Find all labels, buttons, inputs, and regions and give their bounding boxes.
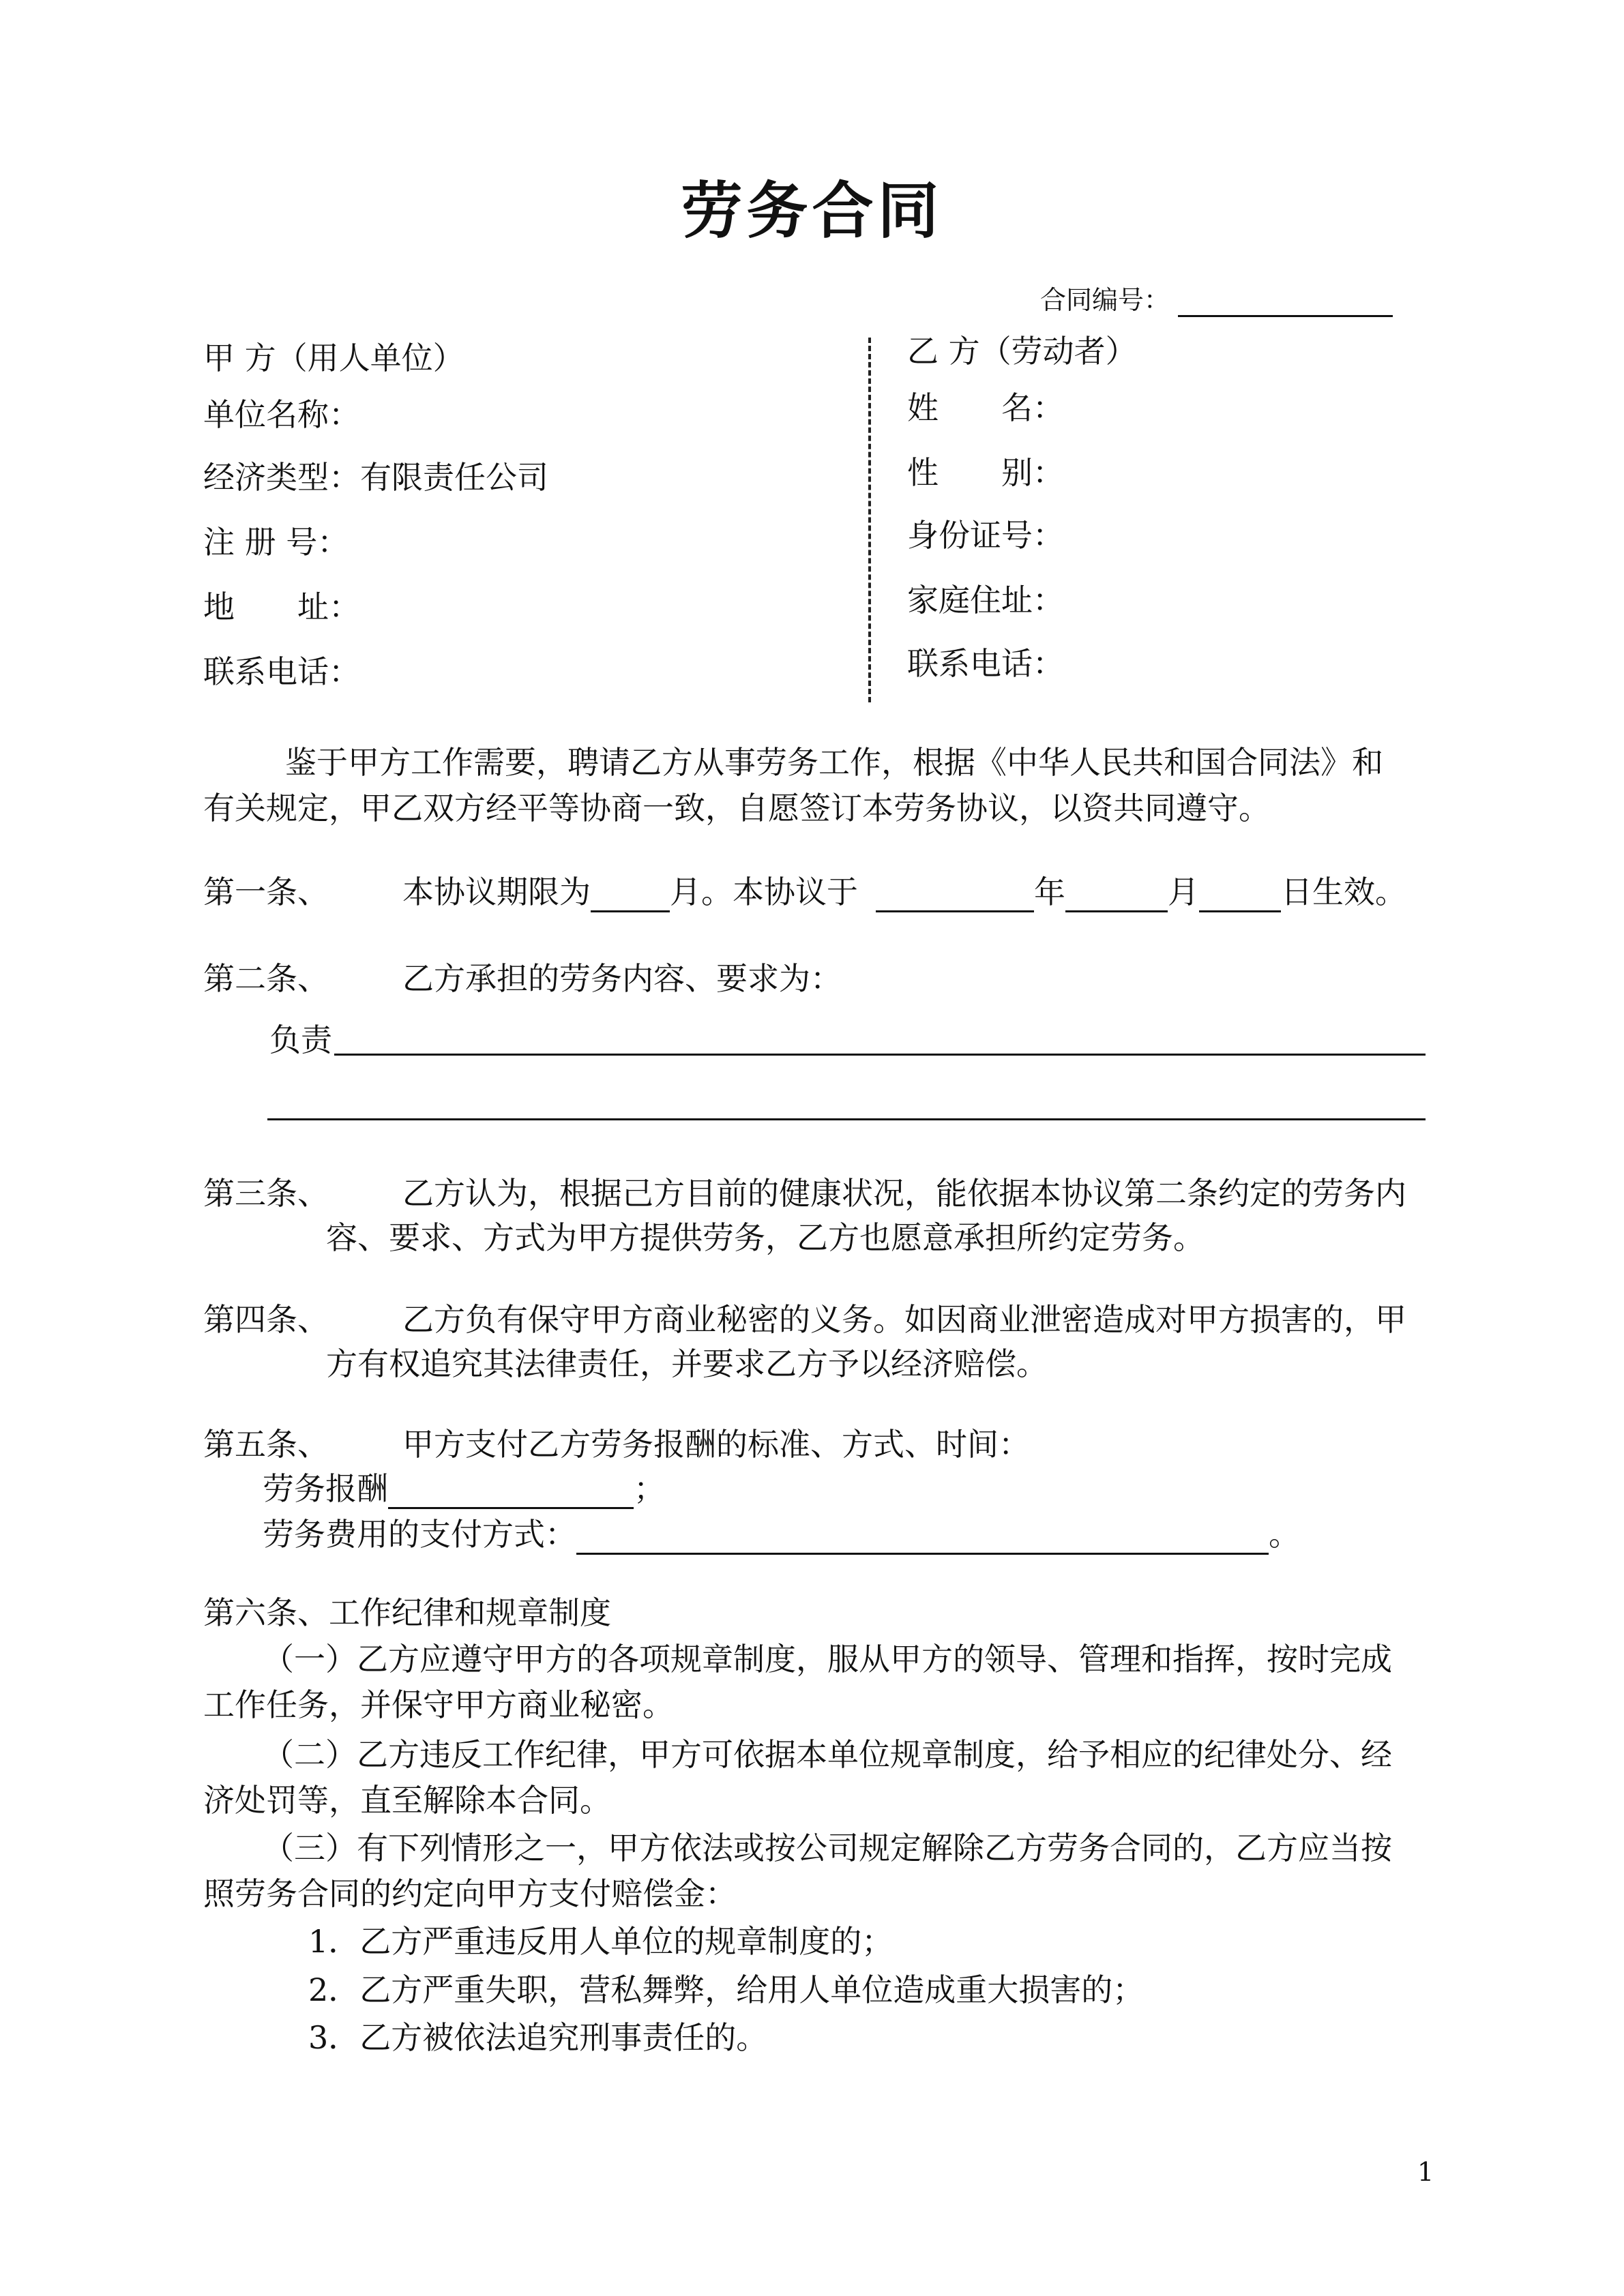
party-b-field-label: 联系电话：	[907, 645, 1064, 682]
pay-line	[263, 1468, 665, 1509]
article-1	[203, 871, 1406, 912]
article-text: 本协议期限为	[402, 874, 591, 910]
article-text: 乙方负有保守甲方商业秘密的义务。如因商业泄密造成对甲方损害的，甲	[402, 1301, 1406, 1338]
party-b-field-label: 身份证号：	[907, 517, 1064, 554]
party-a-field	[203, 586, 360, 627]
article-number: 第二条、	[203, 960, 329, 997]
pay-label: 劳务报酬	[263, 1470, 388, 1507]
party-b-field	[907, 643, 1064, 684]
list-item: 1．乙方严重违反用人单位的规章制度的；	[308, 1923, 894, 1960]
article-number: 第一条、	[203, 874, 329, 910]
party-b-field-label: 姓 名：	[907, 389, 1064, 426]
party-a-field	[203, 394, 360, 435]
pay-end: ；	[634, 1470, 665, 1507]
party-b-field-label: 性 别：	[907, 454, 1064, 491]
article-text: 月。本协议于	[670, 874, 858, 910]
party-b-field-label: 家庭住址：	[907, 582, 1064, 618]
payment-method-blank[interactable]	[576, 1521, 1269, 1555]
payment-method-line	[263, 1514, 1300, 1555]
payment-method-end: 。	[1269, 1516, 1300, 1553]
party-a-field	[203, 522, 349, 563]
article-6-line: （一）乙方应遵守甲方的各项规章制度，服从甲方的领导、管理和指挥，按时完成	[263, 1641, 1392, 1678]
article-6-line: （三）有下列情形之一，甲方依法或按公司规定解除乙方劳务合同的，乙方应当按	[263, 1830, 1392, 1866]
party-b-field	[907, 515, 1064, 556]
list-item: 3．乙方被依法追究刑事责任的。	[308, 2019, 768, 2056]
article-text: 甲方支付乙方劳务报酬的标准、方式、时间：	[402, 1426, 1030, 1463]
duty-label: 负责	[269, 1022, 332, 1058]
party-a-field-label: 联系电话：	[203, 653, 360, 690]
party-a-field	[203, 457, 548, 498]
party-a-field-label: 经济类型：	[203, 459, 360, 496]
page-number: 1	[1417, 2157, 1434, 2187]
article-4	[203, 1299, 1406, 1340]
contract-number	[1040, 283, 1393, 317]
article-text: 乙方认为，根据己方目前的健康状况，能依据本协议第二条约定的劳务内	[402, 1175, 1406, 1212]
article-6-line: 照劳务合同的约定向甲方支付赔偿金：	[203, 1875, 737, 1912]
article-6-heading: 第六条、工作纪律和规章制度	[203, 1594, 611, 1631]
party-a-field-label: 单位名称：	[203, 396, 360, 433]
term-months-blank[interactable]	[591, 879, 670, 912]
article-text: 乙方承担的劳务内容、要求为：	[402, 960, 842, 997]
contract-number-label: 合同编号：	[1040, 285, 1170, 315]
article-6-line: （二）乙方违反工作纪律，甲方可依据本单位规章制度，给予相应的纪律处分、经	[263, 1736, 1392, 1773]
article-3	[203, 1173, 1406, 1214]
article-6-line: 济处罚等，直至解除本合同。	[203, 1782, 611, 1819]
article-number: 第四条、	[203, 1301, 329, 1338]
party-a-field-label: 地 址：	[203, 588, 360, 625]
article-text: 月	[1168, 874, 1199, 910]
article-6-line: 工作任务，并保守甲方商业秘密。	[203, 1686, 674, 1723]
duty-blank-1[interactable]	[334, 1054, 1426, 1056]
article-2	[203, 958, 842, 999]
party-divider	[868, 338, 871, 702]
article-3-continuation: 容、要求、方式为甲方提供劳务，乙方也愿意承担所约定劳务。	[326, 1219, 1205, 1256]
article-text: 年	[1034, 874, 1065, 910]
preamble-line: 有关规定，甲乙双方经平等协商一致，自愿签订本劳务协议，以资共同遵守。	[203, 790, 1270, 826]
article-number: 第三条、	[203, 1175, 329, 1212]
pay-amount-blank[interactable]	[388, 1476, 634, 1509]
article-text: 日生效。	[1281, 874, 1406, 910]
party-b-field	[907, 580, 1064, 621]
party-a-field	[203, 651, 360, 692]
preamble-line: 鉴于甲方工作需要，聘请乙方从事劳务工作，根据《中华人民共和国合同法》和	[285, 744, 1383, 781]
party-a-heading: 甲 方（用人单位）	[203, 340, 464, 376]
payment-method-label: 劳务费用的支付方式：	[263, 1516, 576, 1553]
start-year-blank[interactable]	[876, 879, 1034, 912]
start-day-blank[interactable]	[1199, 879, 1281, 912]
article-4-continuation: 方有权追究其法律责任，并要求乙方予以经济赔偿。	[326, 1345, 1048, 1382]
document-title: 劳务合同	[681, 175, 943, 247]
article-number: 第五条、	[203, 1426, 329, 1463]
duty-blank-2[interactable]	[267, 1118, 1426, 1120]
article-5	[203, 1424, 1030, 1465]
party-b-field	[907, 452, 1064, 493]
list-item: 2．乙方严重失职，营私舞弊，给用人单位造成重大损害的；	[308, 1971, 1145, 2008]
contract-number-blank[interactable]	[1178, 289, 1393, 317]
start-month-blank[interactable]	[1065, 879, 1168, 912]
party-b-heading: 乙 方（劳动者）	[907, 333, 1137, 370]
party-a-field-value: 有限责任公司	[360, 459, 548, 496]
party-a-field-label: 注 册 号：	[203, 524, 349, 561]
party-b-field	[907, 387, 1064, 428]
